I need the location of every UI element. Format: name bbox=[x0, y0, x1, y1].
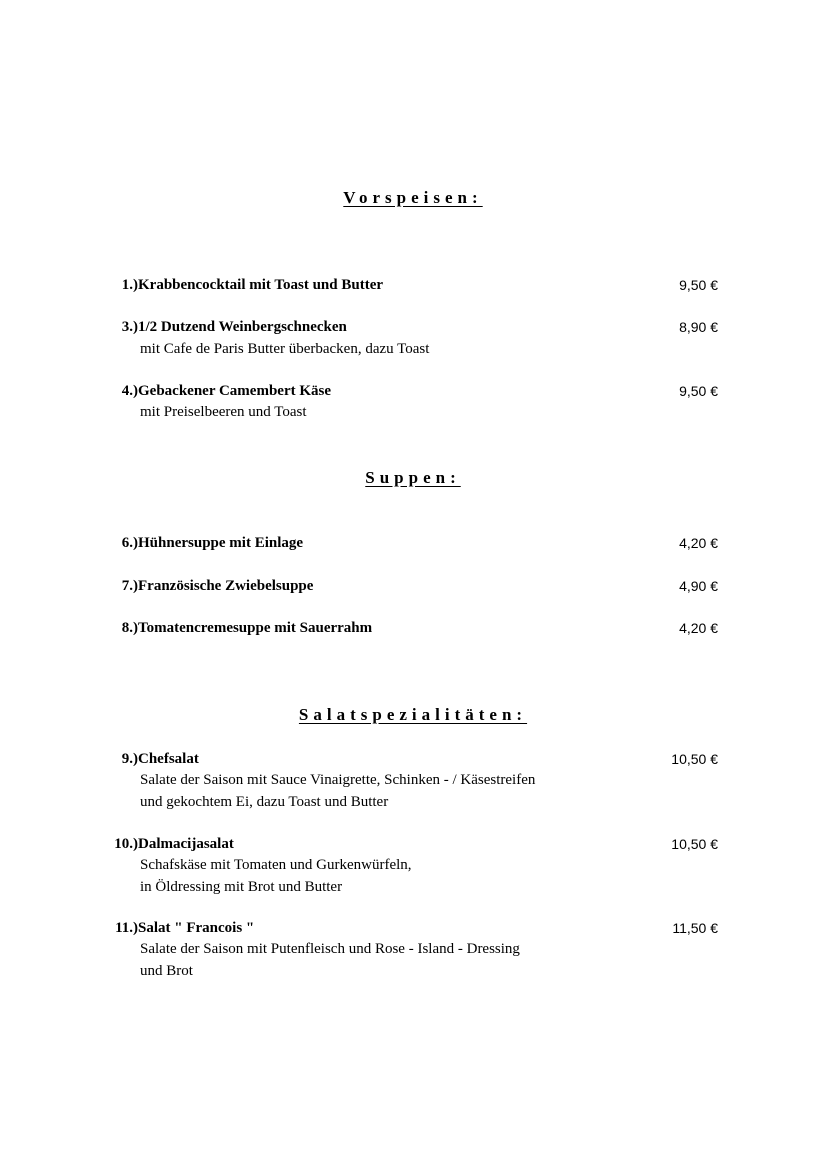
item-description: mit Cafe de Paris Butter überbacken, dazu Toast bbox=[140, 341, 430, 357]
item-number: 1.) bbox=[121, 277, 138, 293]
item-description-line-2: und gekochtem Ei, dazu Toast und Butter bbox=[140, 794, 389, 810]
item-number: 8.) bbox=[121, 620, 138, 636]
item-price: 4,90 € bbox=[679, 578, 718, 594]
item-price: 10,50 € bbox=[671, 836, 718, 852]
item-description-line-1: Schafskäse mit Tomaten und Gurkenwürfeln, bbox=[140, 857, 412, 873]
item-price: 4,20 € bbox=[679, 620, 718, 636]
section-heading-suppen: Suppen: bbox=[365, 468, 461, 487]
item-number: 11.) bbox=[115, 920, 138, 936]
item-description: mit Preiselbeeren und Toast bbox=[140, 404, 307, 420]
item-name: Französische Zwiebelsuppe bbox=[138, 578, 314, 594]
item-price: 4,20 € bbox=[679, 535, 718, 551]
item-number: 4.) bbox=[121, 383, 138, 399]
item-number: 3.) bbox=[121, 319, 138, 335]
section-heading-salatspezialitaeten: Salatspezialitäten: bbox=[298, 705, 528, 724]
item-name: 1/2 Dutzend Weinbergschnecken bbox=[138, 319, 347, 335]
section-heading-vorspeisen: Vorspeisen: bbox=[343, 188, 483, 207]
item-name: Hühnersuppe mit Einlage bbox=[138, 535, 304, 551]
item-name: Dalmacijasalat bbox=[138, 836, 234, 852]
item-description-line-1: Salate der Saison mit Sauce Vinaigrette, Schinken - / Käsestreifen bbox=[140, 772, 536, 788]
item-price: 9,50 € bbox=[679, 383, 718, 399]
item-price: 10,50 € bbox=[671, 751, 718, 767]
item-number: 10.) bbox=[114, 836, 138, 852]
item-name: Gebackener Camembert Käse bbox=[138, 383, 332, 399]
item-description-line-2: in Öldressing mit Brot und Butter bbox=[140, 879, 343, 895]
item-price: 11,50 € bbox=[672, 920, 718, 936]
item-name: Salat " Francois " bbox=[138, 920, 255, 936]
item-name: Chefsalat bbox=[138, 751, 199, 767]
item-name: Tomatencremesuppe mit Sauerrahm bbox=[138, 620, 373, 636]
item-name: Krabbencocktail mit Toast und Butter bbox=[138, 277, 384, 293]
item-number: 7.) bbox=[121, 578, 138, 594]
item-description-line-2: und Brot bbox=[140, 963, 193, 979]
item-number: 9.) bbox=[121, 751, 138, 767]
item-price: 8,90 € bbox=[679, 319, 718, 335]
item-description-line-1: Salate der Saison mit Putenfleisch und Rose - Island - Dressing bbox=[140, 941, 520, 957]
item-price: 9,50 € bbox=[679, 277, 718, 293]
item-number: 6.) bbox=[121, 535, 138, 551]
